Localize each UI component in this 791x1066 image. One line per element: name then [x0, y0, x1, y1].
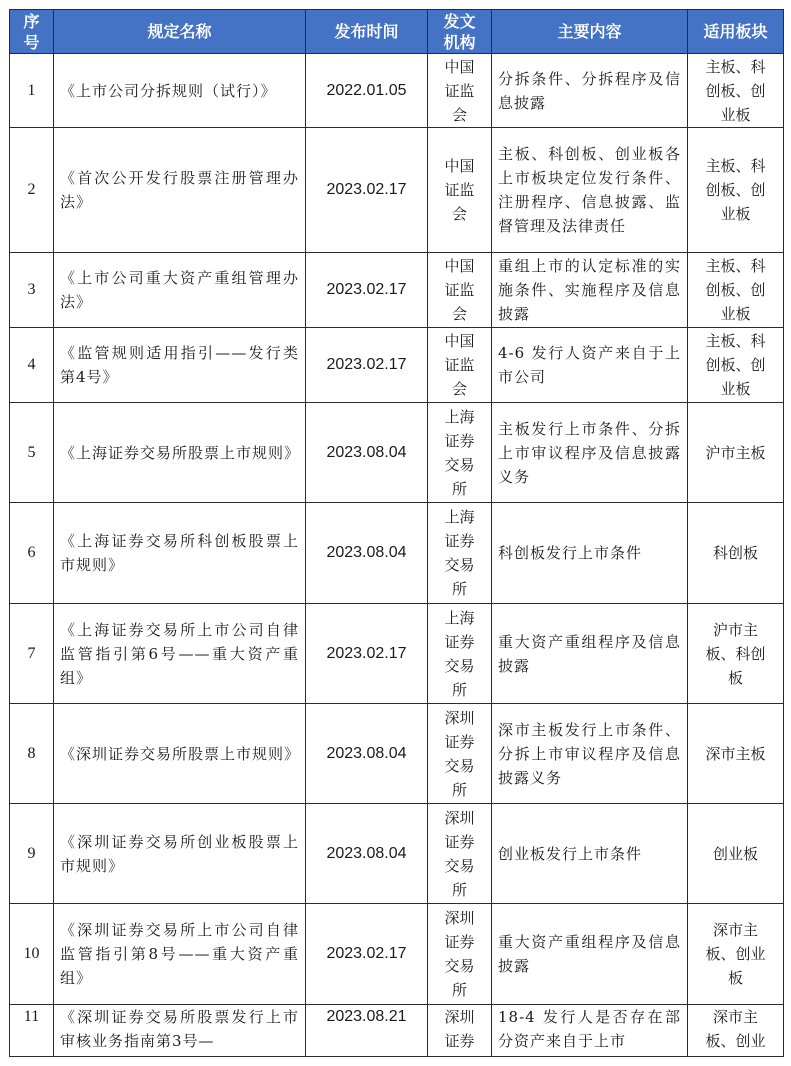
row-index: 8 — [10, 704, 54, 804]
row-regulation-name: 《监管规则适用指引——发行类第4号》 — [54, 328, 306, 403]
regulation-table-container — [9, 9, 783, 1057]
table-row — [10, 904, 784, 1005]
row-content: 重大资产重组程序及信息披露 — [492, 604, 688, 704]
row-content: 深市主板发行上市条件、分拆上市审议程序及信息披露义务 — [492, 704, 688, 804]
table-row — [10, 804, 784, 904]
row-regulation-name: 《上海证券交易所科创板股票上市规则》 — [54, 503, 306, 604]
table-row — [10, 328, 784, 403]
row-index: 1 — [10, 54, 54, 128]
row-agency: 中国 证监 会 — [428, 328, 492, 403]
row-board: 深市主板 — [688, 704, 784, 804]
row-index: 2 — [10, 128, 54, 253]
row-publish-date: 2023.02.17 — [306, 604, 428, 704]
header-name: 规定名称 — [54, 10, 306, 54]
row-content: 重组上市的认定标准的实施条件、实施程序及信息披露 — [492, 253, 688, 328]
row-regulation-name: 《上海证券交易所股票上市规则》 — [54, 403, 306, 503]
header-index: 序 号 — [10, 10, 54, 54]
row-publish-date: 2023.08.21 — [306, 1005, 428, 1057]
row-agency: 中国 证监 会 — [428, 54, 492, 128]
table-row — [10, 1005, 784, 1057]
regulation-table — [9, 9, 784, 1057]
row-board: 沪市主板 — [688, 403, 784, 503]
row-index: 6 — [10, 503, 54, 604]
row-regulation-name: 《上海证券交易所上市公司自律监管指引第6号——重大资产重组》 — [54, 604, 306, 704]
row-content: 4-6 发行人资产来自于上市公司 — [492, 328, 688, 403]
header-board: 适用板块 — [688, 10, 784, 54]
row-content: 重大资产重组程序及信息披露 — [492, 904, 688, 1005]
table-header-row — [10, 10, 784, 54]
table-row — [10, 54, 784, 128]
row-agency: 深圳 证券 — [428, 1005, 492, 1057]
table-row — [10, 253, 784, 328]
row-index: 7 — [10, 604, 54, 704]
row-board: 主板、科 创板、创 业板 — [688, 253, 784, 328]
row-agency: 上海 证券 交易 所 — [428, 604, 492, 704]
row-index: 10 — [10, 904, 54, 1005]
row-agency: 深圳 证券 交易 所 — [428, 904, 492, 1005]
header-content: 主要内容 — [492, 10, 688, 54]
row-publish-date: 2023.08.04 — [306, 503, 428, 604]
row-regulation-name: 《深圳证券交易所创业板股票上市规则》 — [54, 804, 306, 904]
row-regulation-name: 《首次公开发行股票注册管理办法》 — [54, 128, 306, 253]
header-agency: 发文 机构 — [428, 10, 492, 54]
row-board: 主板、科 创板、创 业板 — [688, 54, 784, 128]
row-regulation-name: 《深圳证券交易所上市公司自律监管指引第8号——重大资产重组》 — [54, 904, 306, 1005]
row-agency: 中国 证监 会 — [428, 128, 492, 253]
row-publish-date: 2023.02.17 — [306, 128, 428, 253]
row-publish-date: 2023.08.04 — [306, 403, 428, 503]
row-agency: 深圳 证券 交易 所 — [428, 804, 492, 904]
row-publish-date: 2023.08.04 — [306, 804, 428, 904]
table-row — [10, 128, 784, 253]
row-index: 5 — [10, 403, 54, 503]
row-board: 沪市主 板、科创 板 — [688, 604, 784, 704]
row-content: 分拆条件、分拆程序及信息披露 — [492, 54, 688, 128]
row-board: 科创板 — [688, 503, 784, 604]
row-board: 主板、科 创板、创 业板 — [688, 128, 784, 253]
row-regulation-name: 《深圳证券交易所股票上市规则》 — [54, 704, 306, 804]
row-content: 科创板发行上市条件 — [492, 503, 688, 604]
row-publish-date: 2023.02.17 — [306, 904, 428, 1005]
row-regulation-name: 《深圳证券交易所股票发行上市审核业务指南第3号— — [54, 1005, 306, 1057]
table-row — [10, 503, 784, 604]
row-board: 深市主 板、创业 板 — [688, 904, 784, 1005]
row-index: 3 — [10, 253, 54, 328]
row-publish-date: 2023.02.17 — [306, 253, 428, 328]
row-agency: 上海 证券 交易 所 — [428, 503, 492, 604]
row-content: 主板发行上市条件、分拆上市审议程序及信息披露义务 — [492, 403, 688, 503]
row-board: 主板、科 创板、创 业板 — [688, 328, 784, 403]
row-agency: 上海 证券 交易 所 — [428, 403, 492, 503]
table-row — [10, 403, 784, 503]
row-regulation-name: 《上市公司重大资产重组管理办法》 — [54, 253, 306, 328]
header-date: 发布时间 — [306, 10, 428, 54]
table-row — [10, 704, 784, 804]
row-regulation-name: 《上市公司分拆规则（试行）》 — [54, 54, 306, 128]
row-publish-date: 2023.08.04 — [306, 704, 428, 804]
row-agency: 深圳 证券 交易 所 — [428, 704, 492, 804]
row-content: 创业板发行上市条件 — [492, 804, 688, 904]
row-index: 11 — [10, 1005, 54, 1057]
row-content: 主板、科创板、创业板各上市板块定位发行条件、注册程序、信息披露、监督管理及法律责任 — [492, 128, 688, 253]
row-index: 4 — [10, 328, 54, 403]
row-index: 9 — [10, 804, 54, 904]
row-board: 创业板 — [688, 804, 784, 904]
row-publish-date: 2023.02.17 — [306, 328, 428, 403]
row-content: 18-4 发行人是否存在部分资产来自于上市 — [492, 1005, 688, 1057]
table-row — [10, 604, 784, 704]
row-publish-date: 2022.01.05 — [306, 54, 428, 128]
row-board: 深市主 板、创业 — [688, 1005, 784, 1057]
row-agency: 中国 证监 会 — [428, 253, 492, 328]
